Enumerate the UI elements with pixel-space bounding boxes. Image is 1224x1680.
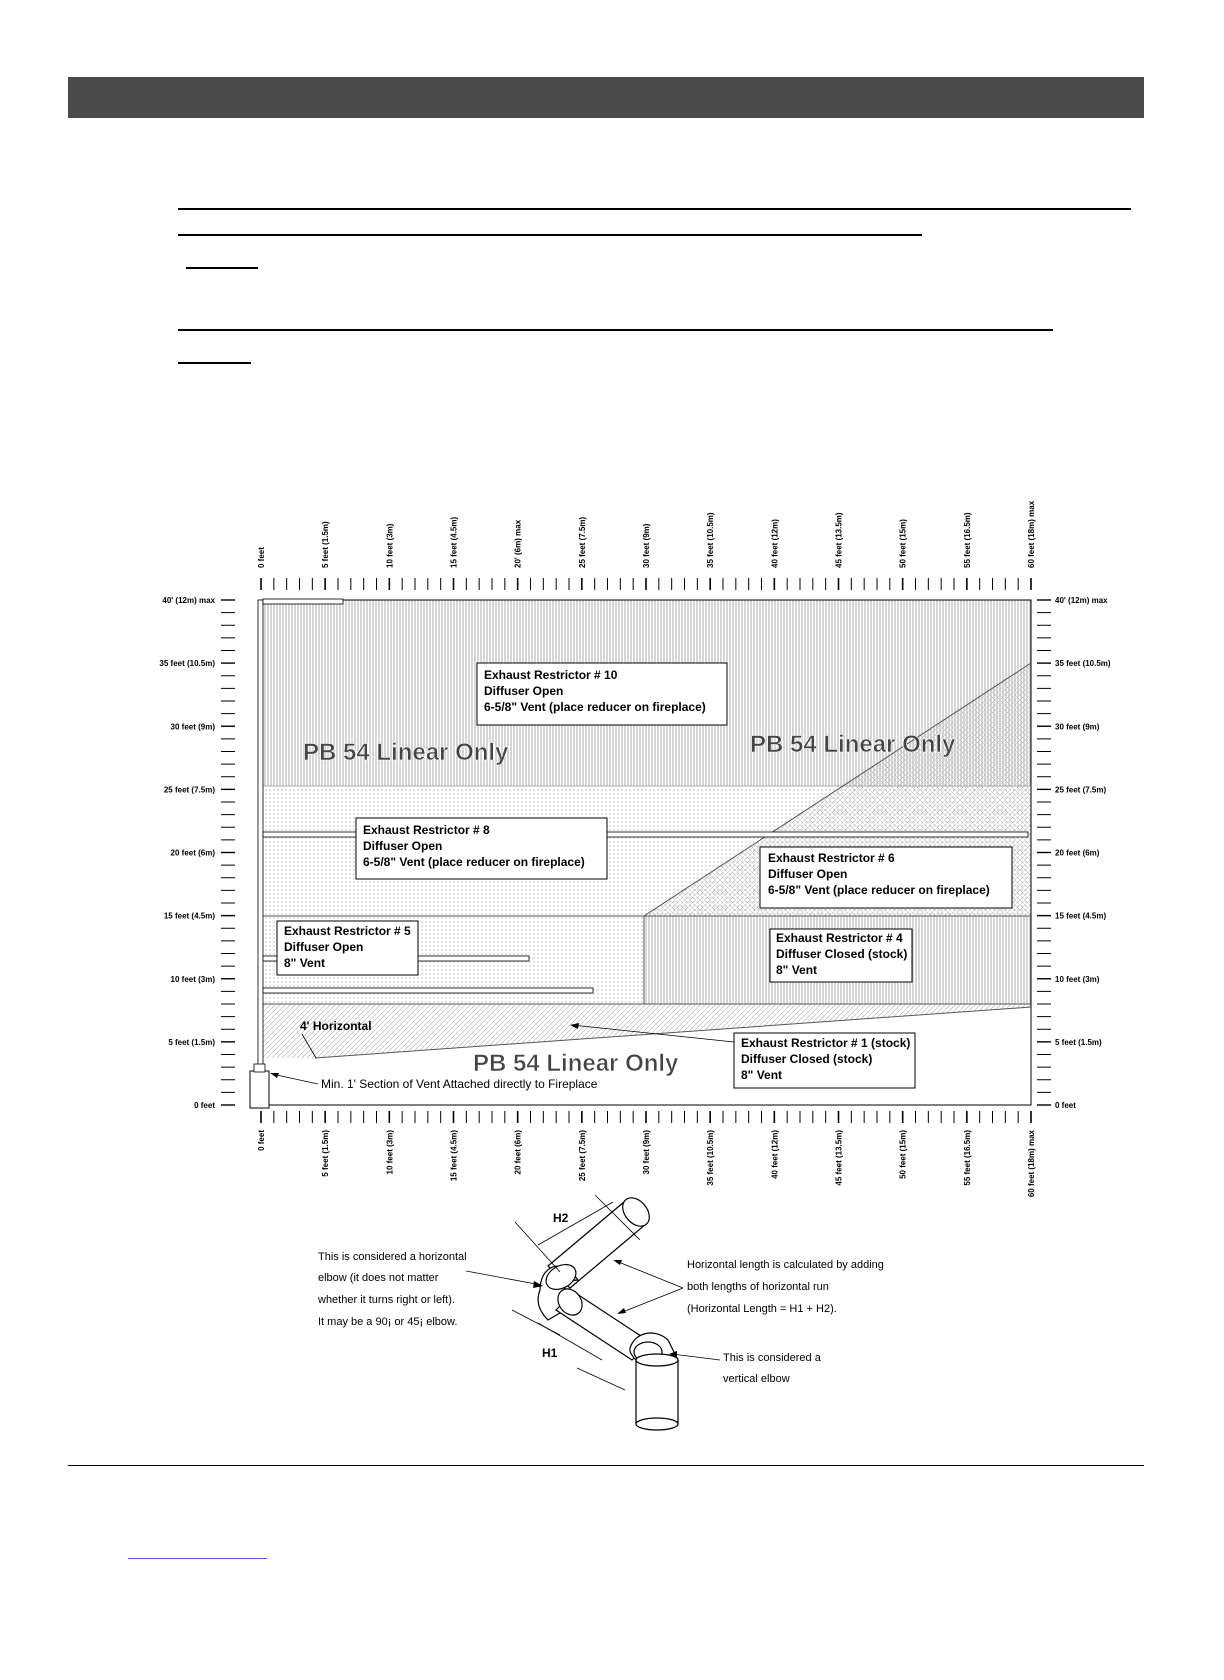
restrictor-1-line3: 8" Vent <box>741 1068 783 1082</box>
region-label-bottom: PB 54 Linear Only <box>473 1050 679 1077</box>
x-label-bottom: 10 feet (3m) <box>385 1130 395 1175</box>
vertical-elbow-leader <box>672 1354 720 1360</box>
y-label-right: 10 feet (3m) <box>1055 974 1100 984</box>
h1-dim-line-b <box>577 1368 625 1390</box>
horizontal-length-note-3: (Horizontal Length = H1 + H2). <box>687 1303 837 1315</box>
h2-label: H2 <box>553 1211 569 1225</box>
text-rule-4 <box>178 329 1053 331</box>
vertical-elbow-note-2: vertical elbow <box>723 1373 790 1385</box>
restrictor-5-line3: 8" Vent <box>284 956 326 970</box>
x-label-top: 50 feet (15m) <box>898 519 908 568</box>
y-label-left: 25 feet (7.5m) <box>163 785 215 795</box>
x-label-top: 40 feet (12m) <box>770 519 780 568</box>
x-label-top: 45 feet (13.5m) <box>834 512 844 568</box>
x-label-bottom: 40 feet (12m) <box>770 1130 780 1179</box>
y-label-left: 20 feet (6m) <box>170 848 215 858</box>
y-label-left: 5 feet (1.5m) <box>168 1037 215 1047</box>
arrowhead <box>617 1308 626 1314</box>
text-rule-2 <box>178 234 922 236</box>
text-rule-1 <box>178 208 1131 210</box>
x-label-bottom: 50 feet (15m) <box>898 1130 908 1179</box>
x-label-bottom: 30 feet (9m) <box>642 1130 651 1175</box>
x-label-top: 15 feet (4.5m) <box>449 516 459 568</box>
vertical-pipe-top <box>636 1354 678 1366</box>
restrictor-8-line2: Diffuser Open <box>363 839 443 853</box>
horizontal-4ft-label: 4' Horizontal <box>300 1019 372 1033</box>
horizontal-length-leader-a <box>616 1261 683 1288</box>
restrictor-4-line2: Diffuser Closed (stock) <box>776 947 908 961</box>
horizontal-length-note-2: both lengths of horizontal run <box>687 1281 829 1293</box>
elbow-diagram <box>538 1193 678 1430</box>
x-label-top: 0 feet <box>257 547 266 568</box>
vent-pipe-40ft <box>263 599 343 604</box>
min-section-leader <box>272 1074 318 1084</box>
vent-pipe-8ft <box>263 988 593 993</box>
fireplace <box>250 1071 269 1108</box>
x-label-bottom: 5 feet (1.5m) <box>321 1130 331 1177</box>
y-label-right: 30 feet (9m) <box>1055 722 1100 732</box>
x-label-top: 20' (6m) max <box>513 519 523 568</box>
restrictor-6-line3: 6-5/8" Vent (place reducer on fireplace) <box>768 883 990 897</box>
footer-rule <box>68 1465 1144 1466</box>
arrowhead <box>613 1260 622 1265</box>
x-label-bottom: 0 feet <box>257 1130 266 1151</box>
x-label-bottom: 25 feet (7.5m) <box>577 1130 587 1182</box>
x-label-bottom: 55 feet (16.5m) <box>962 1130 972 1186</box>
h1-label: H1 <box>542 1346 558 1360</box>
y-label-right: 20 feet (6m) <box>1055 848 1100 858</box>
arrowhead <box>270 1073 279 1078</box>
restrictor-5-line1: Exhaust Restrictor # 5 <box>284 924 411 938</box>
x-label-bottom: 15 feet (4.5m) <box>449 1130 459 1182</box>
fireplace-collar <box>254 1064 265 1072</box>
x-label-top: 55 feet (16.5m) <box>962 512 972 568</box>
x-label-top: 5 feet (1.5m) <box>321 521 331 568</box>
vent-pipe-vertical <box>258 600 263 1068</box>
horizontal-length-note-1: Horizontal length is calculated by adding <box>687 1259 884 1271</box>
horizontal-elbow-note-1: This is considered a horizontal <box>318 1251 467 1263</box>
footer-link-underline[interactable] <box>128 1558 267 1559</box>
y-label-right: 5 feet (1.5m) <box>1055 1037 1102 1047</box>
section-header-bar <box>68 77 1144 118</box>
y-label-left: 15 feet (4.5m) <box>163 911 215 921</box>
region-label-right: PB 54 Linear Only <box>750 731 956 758</box>
x-label-top: 10 feet (3m) <box>385 523 395 568</box>
y-label-right: 0 feet <box>1055 1101 1076 1110</box>
x-label-bottom: 20 feet (6m) <box>513 1130 523 1175</box>
restrictor-1-line1: Exhaust Restrictor # 1 (stock) <box>741 1036 911 1050</box>
x-label-bottom: 45 feet (13.5m) <box>834 1130 844 1186</box>
restrictor-4-line1: Exhaust Restrictor # 4 <box>776 931 903 945</box>
region-label-left: PB 54 Linear Only <box>303 739 509 766</box>
x-label-top: 60 feet (18m) max <box>1027 500 1036 568</box>
restrictor-10-line2: Diffuser Open <box>484 684 564 698</box>
y-label-left: 10 feet (3m) <box>170 974 215 984</box>
h2-dim-line-a <box>515 1222 560 1272</box>
x-label-top: 30 feet (9m) <box>642 523 651 568</box>
horizontal-length-leader-b <box>620 1288 683 1313</box>
restrictor-5-line2: Diffuser Open <box>284 940 364 954</box>
y-label-right: 35 feet (10.5m) <box>1055 659 1111 669</box>
y-label-right: 25 feet (7.5m) <box>1055 785 1107 795</box>
y-label-left: 0 feet <box>194 1101 215 1110</box>
y-label-right: 15 feet (4.5m) <box>1055 911 1107 921</box>
horizontal-elbow-note-2: elbow (it does not matter <box>318 1272 439 1284</box>
x-label-top: 35 feet (10.5m) <box>706 512 716 568</box>
y-label-right: 40' (12m) max <box>1055 596 1108 605</box>
min-section-label: Min. 1' Section of Vent Attached directly to Fireplace <box>321 1077 598 1091</box>
venting-chart <box>0 480 1224 1680</box>
restrictor-10-line3: 6-5/8" Vent (place reducer on fireplace) <box>484 700 706 714</box>
restrictor-4-line3: 8" Vent <box>776 963 818 977</box>
vertical-elbow-note-1: This is considered a <box>723 1352 821 1364</box>
y-label-left: 35 feet (10.5m) <box>159 659 215 669</box>
vertical-pipe-bottom <box>636 1418 678 1430</box>
horizontal-elbow-note-3: whether it turns right or left). <box>318 1294 455 1306</box>
restrictor-8-line1: Exhaust Restrictor # 8 <box>363 823 490 837</box>
horizontal-elbow-note-4: It may be a 90¡ or 45¡ elbow. <box>318 1316 458 1328</box>
y-label-left: 40' (12m) max <box>162 596 215 605</box>
text-rule-3 <box>186 267 258 269</box>
vertical-pipe <box>636 1360 678 1424</box>
y-label-left: 30 feet (9m) <box>170 722 215 732</box>
restrictor-8-line3: 6-5/8" Vent (place reducer on fireplace) <box>363 855 585 869</box>
restrictor-10-line1: Exhaust Restrictor # 10 <box>484 668 618 682</box>
restrictor-6-line1: Exhaust Restrictor # 6 <box>768 851 895 865</box>
restrictor-6-line2: Diffuser Open <box>768 867 848 881</box>
x-label-top: 25 feet (7.5m) <box>577 516 587 568</box>
horizontal-elbow-leader <box>466 1271 541 1285</box>
restrictor-1-line2: Diffuser Closed (stock) <box>741 1052 873 1066</box>
x-label-bottom: 35 feet (10.5m) <box>706 1130 716 1186</box>
x-label-bottom: 60 feet (18m) max <box>1027 1130 1036 1198</box>
text-rule-5 <box>178 362 251 364</box>
